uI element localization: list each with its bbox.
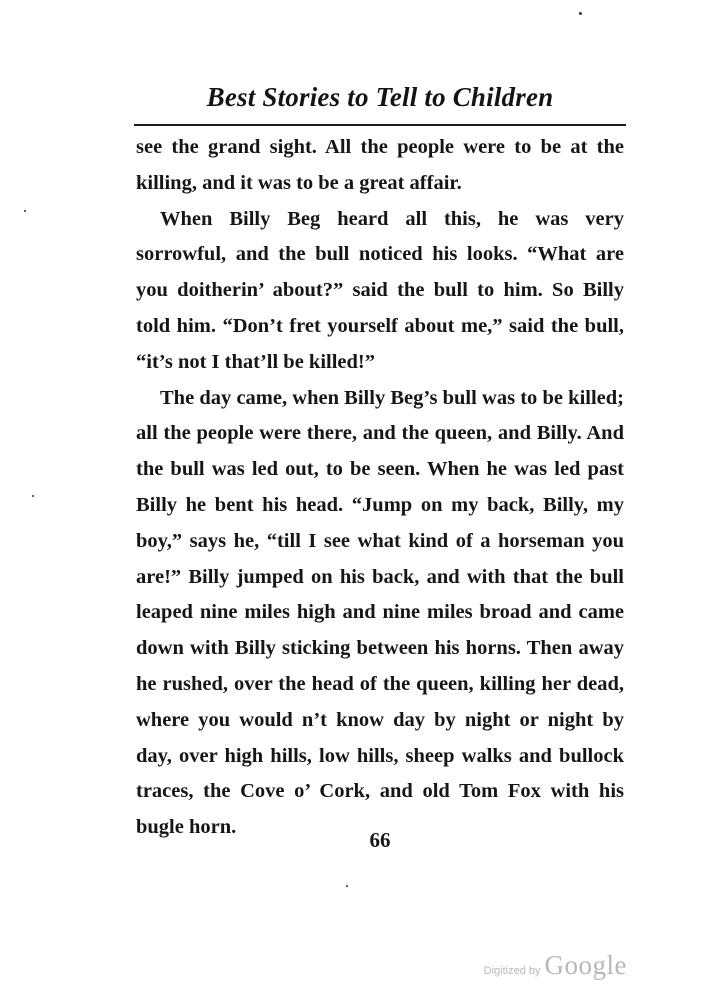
page-number: 66 [369, 828, 391, 852]
ink-speck [346, 885, 348, 887]
watermark-prefix: Digitized by [483, 965, 541, 977]
ink-speck [24, 210, 26, 212]
paragraph: The day came, when Billy Beg’s bull was to be killed; all the people were there, and the queen, and Billy. And the bull was led out, to be seen. When he was led past Billy he bent his head. “Jump on my back, Billy, my boy,” says he, “till I see what kind of a horseman you are!” Billy jumped on his back, and with that the bull leaped nine miles high and nine miles broad and came down with Billy sticking between his horns. Then away he rushed, over the head of the queen, killing her dead, where you would n’t know day by night or night by day, over high hills, low hills, sheep walks and bullock traces, the Cove o’ Cork, and old Tom Fox with his bugle horn. [136, 386, 624, 839]
ink-speck [32, 495, 34, 497]
body-text [136, 130, 624, 846]
paragraph-continued: see the grand sight. All the people were to be at the killing, and it was to be a great affair. [136, 136, 624, 194]
paragraph: When Billy Beg heard all this, he was very sorrowful, and the bull noticed his looks. “What are you doitherin’ about?” said the bull to him. So Billy told him. “Don’t fret yourself about me,” said the bull, “it’s not I that’ll be killed!” [136, 207, 624, 373]
ink-speck [579, 12, 582, 15]
running-header: Best Stories to Tell to Children [206, 82, 554, 112]
digitized-watermark [484, 950, 627, 981]
header-rule [134, 124, 626, 126]
watermark-brand: Google [544, 950, 627, 980]
